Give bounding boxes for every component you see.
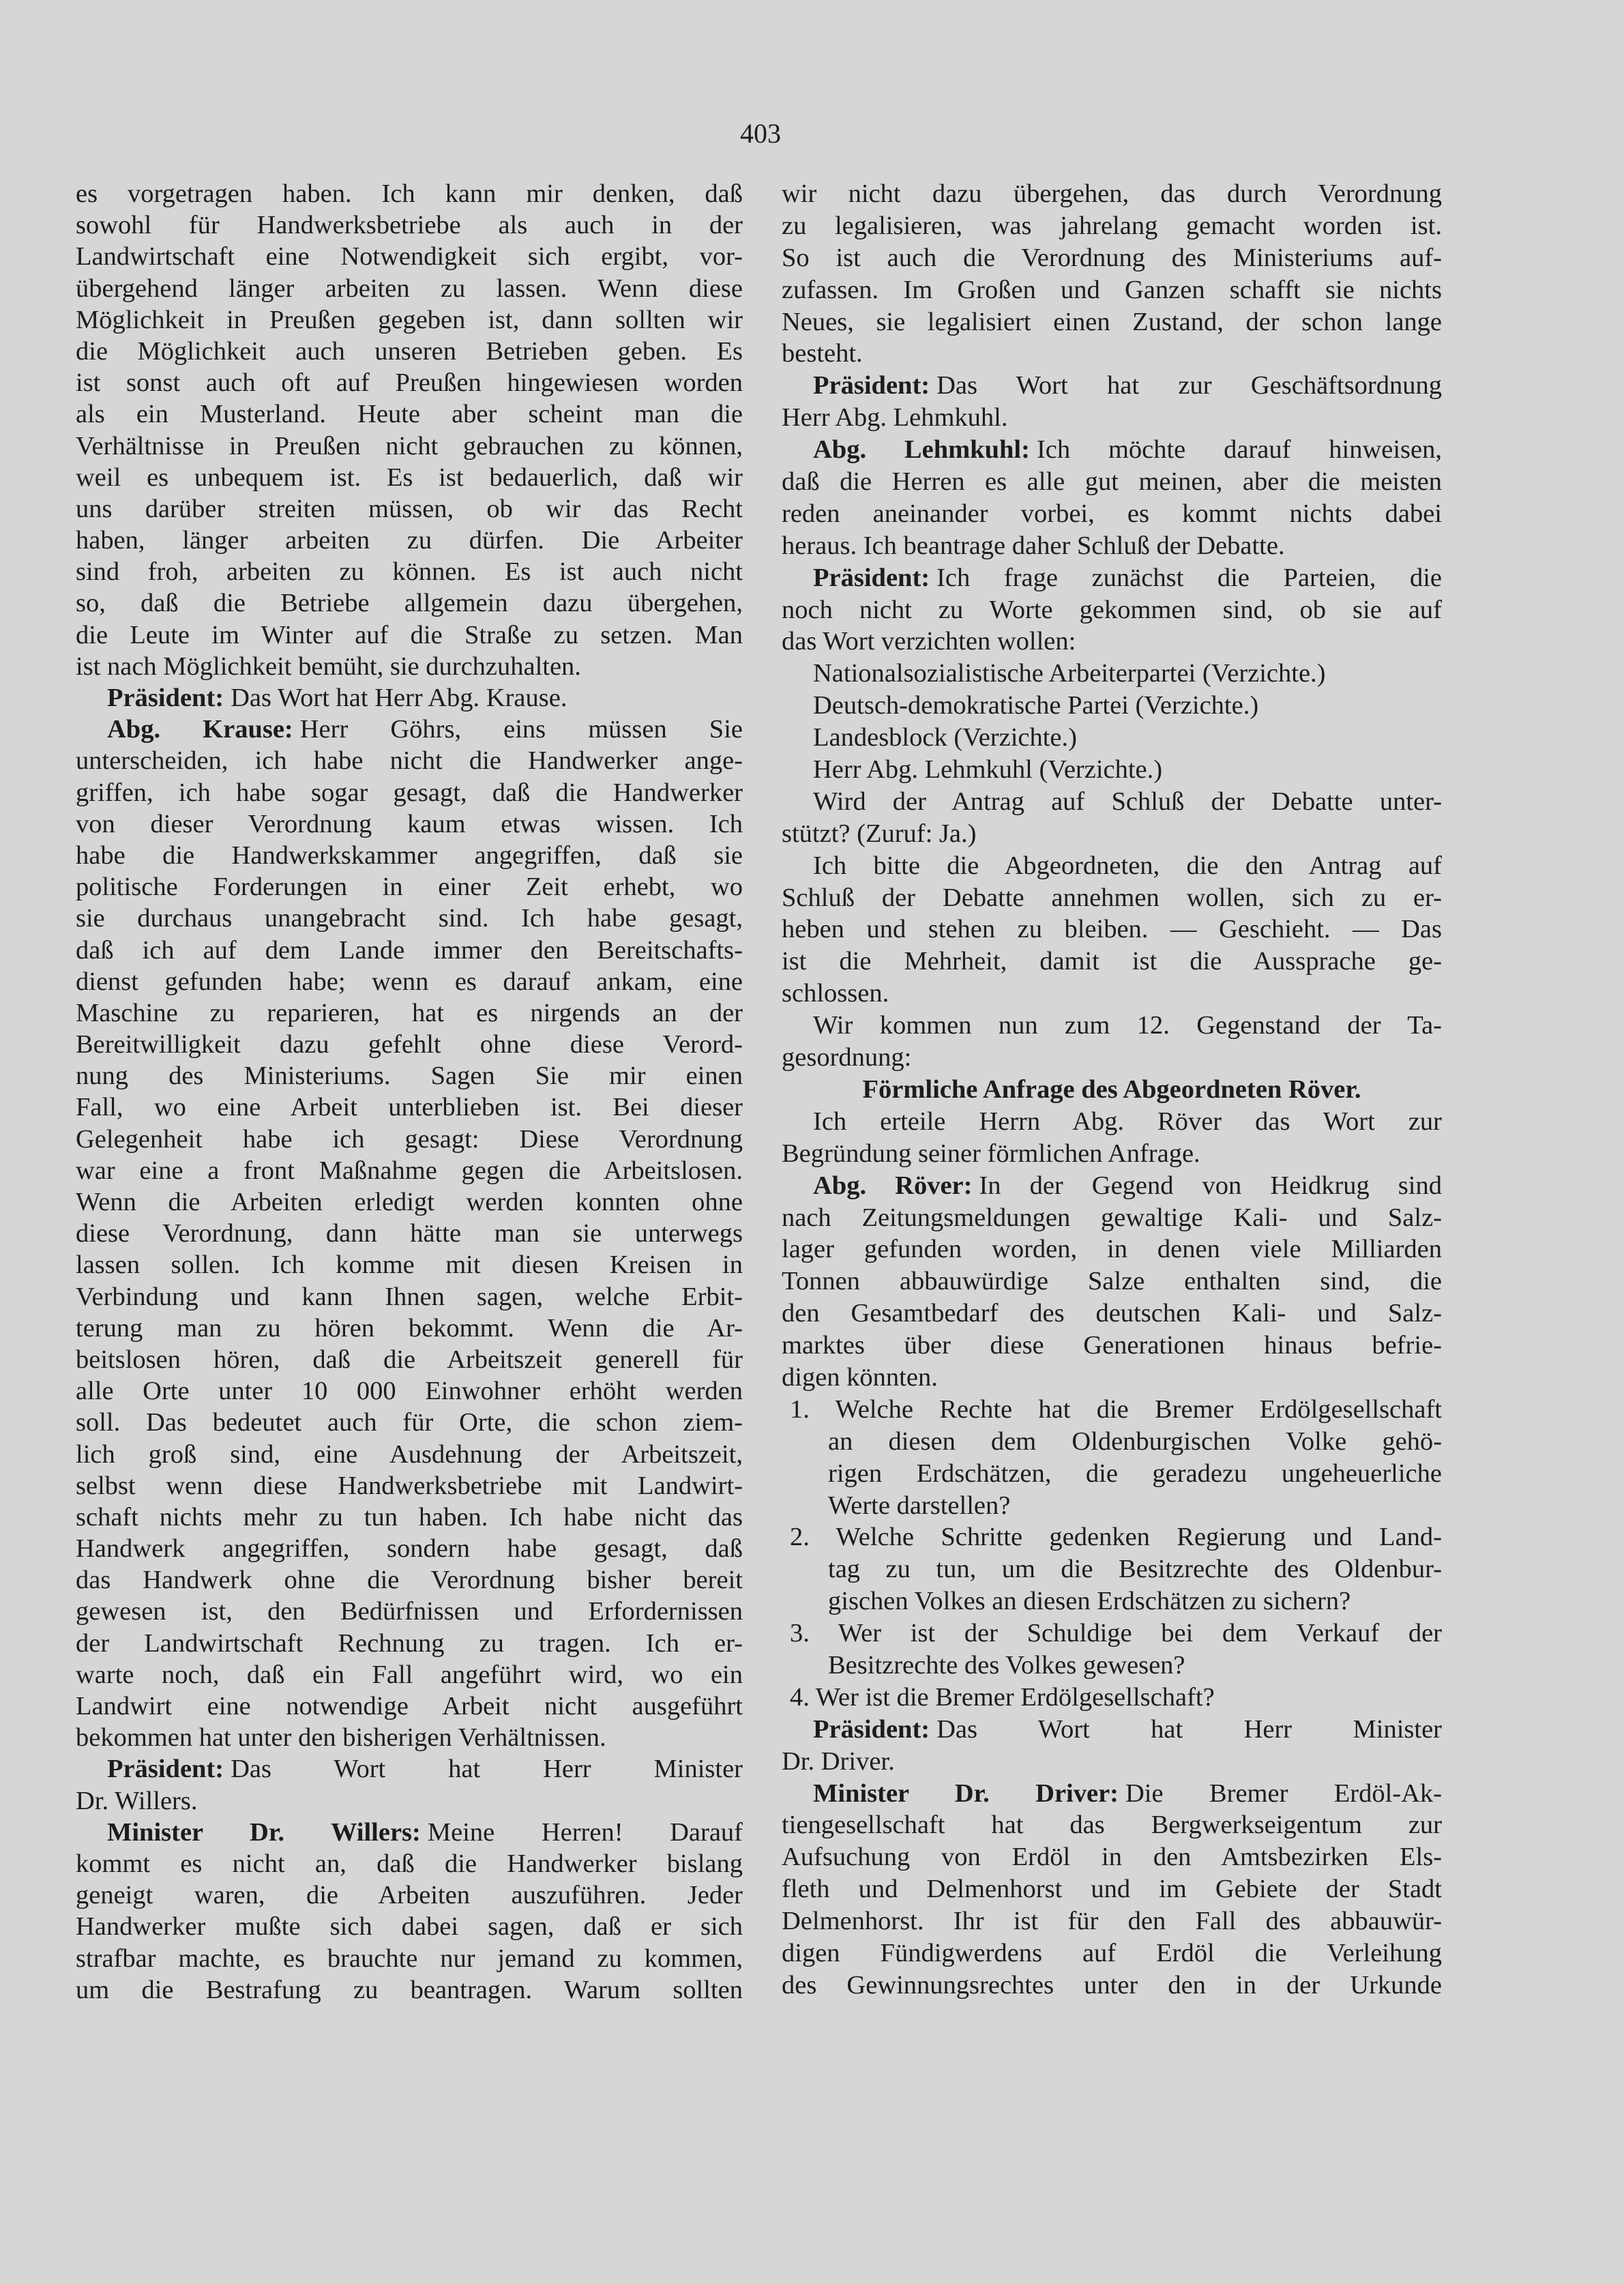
line-text: Schluß der Debatte annehmen wollen, sich zu er- — [782, 883, 1442, 912]
paragraph — [782, 1106, 1442, 1170]
line-text: schlossen. — [782, 979, 889, 1008]
line-text: Das Wort hat Herr Minister — [936, 1714, 1442, 1744]
line-text: die Leute im Winter auf die Straße zu setzen. Man — [76, 620, 743, 649]
line-text: stützt? (Zuruf: Ja.) — [782, 819, 977, 848]
text-line — [782, 1170, 1442, 1202]
text-line — [782, 1809, 1442, 1841]
text-line — [782, 594, 1442, 626]
text-line — [782, 1010, 1442, 1042]
line-text: tiengesellschaft hat das Bergwerkseigentum zur — [782, 1811, 1442, 1840]
text-line — [782, 1138, 1442, 1170]
line-text: So ist auch die Verordnung des Ministeriums auf- — [782, 243, 1442, 272]
speaker-name: Abg. Krause: — [107, 715, 293, 744]
speaker-name: Präsident: — [813, 563, 930, 592]
line-text: rigen Erdschätzen, die geradezu ungeheuerliche — [828, 1459, 1442, 1488]
line-text: Verhältnisse in Preußen nicht gebrauchen zu können, — [76, 431, 743, 460]
line-text: lager gefunden worden, in denen viele Milliarden — [782, 1235, 1442, 1264]
text-line — [76, 587, 743, 619]
line-text: Landwirt eine notwendige Arbeit nicht ausgeführt — [76, 1692, 743, 1721]
line-text: bekommen hat unter den bisherigen Verhältnissen. — [76, 1723, 606, 1753]
line-text: marktes über diese Generationen hinaus befrie- — [782, 1331, 1442, 1360]
line-text: tag zu tun, um die Besitzrechte des Oldenbur- — [828, 1555, 1442, 1584]
line-text: reden aneinander vorbei, es kommt nichts dabei — [782, 499, 1442, 528]
line-text: Ich erteile Herrn Abg. Röver das Wort zur — [813, 1107, 1442, 1136]
text-line — [782, 434, 1442, 466]
text-line — [76, 1281, 743, 1313]
section-heading — [782, 1074, 1442, 1106]
text-line — [782, 1682, 1442, 1714]
line-text: beitslosen hören, daß die Arbeitszeit generell für — [76, 1345, 743, 1374]
line-text: Werte darstellen? — [828, 1491, 1011, 1520]
text-line — [782, 850, 1442, 882]
paragraph — [782, 1778, 1442, 2002]
text-line — [76, 651, 743, 682]
text-line — [76, 462, 743, 493]
text-line — [76, 1375, 743, 1407]
text-line — [76, 178, 743, 209]
line-text: Handwerk angegriffen, sondern habe gesagt, daß — [76, 1534, 743, 1564]
text-line — [76, 1060, 743, 1092]
line-text: noch nicht zu Worte gekommen sind, ob sie auf — [782, 595, 1442, 624]
speaker-name: Abg. Lehmkuhl: — [813, 435, 1030, 465]
line-text: Besitzrechte des Volkes gewesen? — [828, 1650, 1185, 1680]
speaker-name: Präsident: — [107, 684, 224, 712]
line-text: terung man zu hören bekommt. Wenn die Ar- — [76, 1313, 743, 1343]
line-text: digen könnten. — [782, 1362, 938, 1392]
line-text: Dr. Willers. — [76, 1786, 198, 1815]
text-line — [76, 966, 743, 997]
text-line — [76, 209, 743, 241]
line-text: digen Fündigwerdens auf Erdöl die Verleihung — [782, 1938, 1442, 1967]
text-line — [782, 786, 1442, 818]
text-line — [76, 714, 743, 745]
speaker-name: Minister Dr. Willers: — [107, 1817, 421, 1847]
line-text: Landwirtschaft eine Notwendigkeit sich ergibt, vor- — [76, 242, 743, 272]
text-line — [76, 430, 743, 462]
text-line — [782, 690, 1442, 722]
text-line — [76, 1344, 743, 1375]
line-text: das Wort verzichten wollen: — [782, 627, 1076, 656]
line-text: nung des Ministeriums. Sagen Sie mir einen — [76, 1062, 743, 1091]
line-text: Wird der Antrag auf Schluß der Debatte unter- — [813, 787, 1442, 816]
line-text: sowohl für Handwerksbetriebe als auch in der — [76, 211, 743, 240]
paragraph — [782, 850, 1442, 1010]
text-line — [782, 882, 1442, 914]
text-column-right — [782, 178, 1442, 2002]
line-text: sie durchaus unangebracht sind. Ich habe gesagt, — [76, 904, 743, 933]
text-line — [782, 754, 1442, 786]
line-text: alle Orte unter 10 000 Einwohner erhöht werden — [76, 1377, 743, 1406]
text-line — [76, 398, 743, 430]
text-line — [76, 1564, 743, 1596]
line-text: gischen Volkes an diesen Erdschätzen zu sichern? — [828, 1587, 1351, 1616]
text-line — [782, 562, 1442, 594]
text-line — [782, 1233, 1442, 1265]
text-line — [76, 871, 743, 903]
text-line — [76, 1155, 743, 1186]
line-text: Nationalsozialistische Arbeiterpartei (Verzichte.) — [813, 659, 1326, 688]
line-text: Meine Herren! Darauf — [427, 1817, 743, 1847]
text-line — [76, 1785, 743, 1817]
text-line — [782, 658, 1442, 690]
text-line — [76, 525, 743, 556]
line-text: Wir kommen nun zum 12. Gegenstand der Ta- — [813, 1011, 1442, 1040]
paragraph — [76, 714, 743, 1753]
paragraph — [782, 786, 1442, 850]
paragraph — [782, 1617, 1442, 1682]
line-text: Das Wort hat zur Geschäftsordnung — [936, 371, 1442, 400]
text-line — [782, 1202, 1442, 1234]
line-text: wir nicht dazu übergehen, das durch Verordnung — [782, 179, 1442, 208]
line-text: Herr Göhrs, eins müssen Sie — [299, 715, 743, 744]
line-text: Handwerker mußte sich dabei sagen, daß er sich — [76, 1912, 743, 1942]
text-line — [76, 241, 743, 272]
text-line — [76, 1029, 743, 1060]
line-text: 3. Wer ist der Schuldige bei dem Verkauf der — [790, 1619, 1442, 1648]
paragraph — [782, 1394, 1442, 1522]
text-line — [782, 1298, 1442, 1330]
line-text: es vorgetragen haben. Ich kann mir denken, daß — [76, 179, 743, 208]
line-text: fleth und Delmenhorst und im Gebiete der Stadt — [782, 1875, 1442, 1904]
line-text: Das Wort hat Herr Abg. Krause. — [231, 684, 567, 712]
text-line — [76, 1218, 743, 1249]
text-line — [76, 1690, 743, 1722]
line-text: übergehend länger arbeiten zu lassen. Wenn diese — [76, 274, 743, 303]
paragraph — [782, 562, 1442, 658]
line-text: den Gesamtbedarf des deutschen Kali- und Salz- — [782, 1299, 1442, 1328]
line-text: nach Zeitungsmeldungen gewaltige Kali- und Salz- — [782, 1203, 1442, 1232]
speaker-name: Präsident: — [813, 1714, 930, 1744]
line-text: Herr Abg. Lehmkuhl (Verzichte.) — [813, 755, 1163, 785]
text-line — [782, 1426, 1442, 1458]
text-line — [76, 619, 743, 651]
text-line — [76, 273, 743, 304]
text-line — [76, 1911, 743, 1942]
speaker-name: Präsident: — [107, 1755, 224, 1784]
text-line — [76, 367, 743, 398]
text-line — [76, 1407, 743, 1438]
line-text: Tonnen abbauwürdige Salze enthalten sind, die — [782, 1267, 1442, 1296]
text-line — [782, 242, 1442, 274]
line-text: Deutsch-demokratische Partei (Verzichte.) — [813, 691, 1259, 720]
line-text: 2. Welche Schritte gedenken Regierung und Land- — [790, 1523, 1442, 1552]
line-text: heraus. Ich beantrage daher Schluß der Debatte. — [782, 531, 1285, 560]
line-text: diese Verordnung, dann hätte man sie unterwegs — [76, 1219, 743, 1248]
speaker-name: Abg. Röver: — [813, 1171, 973, 1200]
line-text: Die Bremer Erdöl-Ak- — [1125, 1778, 1443, 1808]
line-text: das Handwerk ohne die Verordnung bisher bereit — [76, 1566, 743, 1595]
text-line — [76, 1439, 743, 1470]
line-text: dienst gefunden habe; wenn es darauf ankam, eine — [76, 967, 743, 996]
line-text: Förmliche Anfrage des Abgeordneten Röver. — [862, 1074, 1361, 1104]
text-line — [76, 1722, 743, 1753]
text-line — [76, 777, 743, 808]
line-text: zu legalisieren, was jahrelang gemacht worden ist. — [782, 211, 1442, 240]
line-text: von dieser Verordnung kaum etwas wissen. Ich — [76, 809, 743, 838]
line-text: uns darüber streiten müssen, ob wir das Recht — [76, 494, 743, 523]
text-line — [782, 1521, 1442, 1553]
paragraph — [76, 1753, 743, 1816]
text-line — [76, 935, 743, 966]
line-text: Neues, sie legalisiert einen Zustand, der schon lange — [782, 307, 1442, 336]
line-text: Dr. Driver. — [782, 1746, 895, 1776]
line-text: Das Wort hat Herr Minister — [231, 1755, 743, 1784]
text-line — [76, 556, 743, 587]
text-line — [76, 745, 743, 776]
text-line — [76, 840, 743, 871]
line-text: Gelegenheit habe ich gesagt: Diese Verordnung — [76, 1124, 743, 1154]
text-line — [76, 903, 743, 934]
text-line — [76, 1313, 743, 1344]
text-line — [782, 1714, 1442, 1746]
text-line — [782, 722, 1442, 754]
text-line — [782, 466, 1442, 498]
text-line — [76, 1943, 743, 1974]
line-text: lassen sollen. Ich komme mit diesen Kreisen in — [76, 1250, 743, 1280]
paragraph — [782, 178, 1442, 370]
line-text: Delmenhorst. Ihr ist für den Fall des abbauwür- — [782, 1907, 1442, 1936]
text-line — [782, 626, 1442, 658]
line-text: heben und stehen zu bleiben. — Geschieht. — Das — [782, 915, 1442, 944]
text-line — [76, 1470, 743, 1502]
text-line — [782, 498, 1442, 530]
line-text: Aufsuchung von Erdöl in den Amtsbezirken Els- — [782, 1843, 1442, 1872]
line-text: In der Gegend von Heidkrug sind — [979, 1171, 1442, 1200]
line-text: ist sonst auch oft auf Preußen hingewiesen worden — [76, 368, 743, 398]
text-line — [76, 1628, 743, 1659]
text-line — [782, 1265, 1442, 1298]
line-text: Landesblock (Verzichte.) — [813, 723, 1077, 752]
text-line — [782, 1778, 1442, 1810]
line-text: unterscheiden, ich habe nicht die Handwerker ange- — [76, 746, 743, 776]
line-text: selbst wenn diese Handwerksbetriebe mit Landwirt- — [76, 1471, 743, 1500]
text-line — [76, 1817, 743, 1848]
line-text: politische Forderungen in einer Zeit erhebt, wo — [76, 873, 743, 902]
paragraph — [782, 370, 1442, 434]
line-text: als ein Musterland. Heute aber scheint man die — [76, 400, 743, 429]
line-text: soll. Das bedeutet auch für Orte, die schon ziem- — [76, 1408, 743, 1437]
line-text: so, daß die Betriebe allgemein dazu übergehen, — [76, 589, 743, 618]
line-text: Bereitwilligkeit dazu gefehlt ohne diese Verord- — [76, 1030, 743, 1059]
line-text: an diesen dem Oldenburgischen Volke gehö- — [828, 1426, 1442, 1456]
text-line — [76, 1249, 743, 1280]
text-line — [782, 1490, 1442, 1522]
text-line — [782, 1746, 1442, 1778]
line-text: 1. Welche Rechte hat die Bremer Erdölgesellschaft — [790, 1394, 1442, 1424]
text-line — [76, 1596, 743, 1627]
text-line — [782, 913, 1442, 946]
text-line — [782, 1617, 1442, 1650]
paragraph — [782, 1170, 1442, 1394]
line-text: war eine a front Maßnahme gegen die Arbeitslosen. — [76, 1156, 743, 1185]
text-line — [76, 1659, 743, 1690]
text-line — [782, 1106, 1442, 1138]
paragraph — [782, 1682, 1442, 1714]
text-line — [782, 818, 1442, 850]
paragraph — [76, 178, 743, 682]
text-line — [782, 530, 1442, 562]
text-line — [76, 1124, 743, 1155]
text-line — [76, 1974, 743, 2006]
text-line — [782, 1585, 1442, 1617]
text-column-left — [76, 178, 743, 2006]
text-line — [782, 1553, 1442, 1585]
line-text: besteht. — [782, 339, 863, 368]
line-text: 4. Wer ist die Bremer Erdölgesellschaft? — [790, 1682, 1215, 1712]
text-line — [782, 370, 1442, 402]
paragraph — [782, 434, 1442, 562]
line-text: Wenn die Arbeiten erledigt werden konnten ohne — [76, 1188, 743, 1216]
text-line — [76, 1753, 743, 1785]
text-line — [76, 1092, 743, 1123]
line-text: daß die Herren es alle gut meinen, aber die meisten — [782, 467, 1442, 497]
line-text: daß ich auf dem Lande immer den Bereitschafts- — [76, 935, 743, 965]
line-text: Ich frage zunächst die Parteien, die — [936, 563, 1442, 592]
line-text: griffen, ich habe sogar gesagt, daß die Handwerker — [76, 778, 743, 807]
line-text: Verbindung und kann Ihnen sagen, welche Erbit- — [76, 1282, 743, 1311]
line-text: habe die Handwerkskammer angegriffen, daß sie — [76, 840, 743, 870]
text-line — [782, 210, 1442, 242]
line-text: kommt es nicht an, daß die Handwerker bislang — [76, 1849, 743, 1878]
line-text: Fall, wo eine Arbeit unterblieben ist. Bei dieser — [76, 1093, 743, 1122]
text-line — [782, 1905, 1442, 1937]
line-text: warte noch, daß ein Fall angeführt wird, wo ein — [76, 1660, 743, 1689]
text-line — [782, 1650, 1442, 1682]
line-text: Ich bitte die Abgeordneten, die den Antrag auf — [813, 851, 1442, 880]
page-number: 403 — [740, 118, 781, 149]
line-text: lich groß sind, eine Ausdehnung der Arbeitszeit, — [76, 1439, 743, 1469]
line-text: gesordnung: — [782, 1043, 912, 1072]
text-line — [782, 1841, 1442, 1873]
text-line — [782, 978, 1442, 1010]
paragraph — [76, 1817, 743, 2006]
speaker-name: Präsident: — [813, 371, 930, 400]
text-line — [782, 1394, 1442, 1426]
text-line — [76, 1848, 743, 1879]
text-line — [76, 1533, 743, 1564]
text-line — [782, 1937, 1442, 1970]
text-line — [782, 1074, 1442, 1106]
text-line — [76, 493, 743, 525]
line-text: ist die Mehrheit, damit ist die Aussprache ge- — [782, 947, 1442, 976]
line-text: weil es unbequem ist. Es ist bedauerlich, daß wir — [76, 463, 743, 492]
text-line — [782, 1970, 1442, 2002]
paragraph — [782, 1010, 1442, 1074]
text-line — [782, 338, 1442, 370]
text-line — [76, 336, 743, 367]
paragraph — [782, 658, 1442, 786]
line-text: haben, länger arbeiten zu dürfen. Die Arbeiter — [76, 526, 743, 555]
line-text: der Landwirtschaft Rechnung zu tragen. Ich er- — [76, 1628, 743, 1658]
text-line — [782, 1458, 1442, 1490]
text-line — [782, 1330, 1442, 1362]
line-text: Maschine zu reparieren, hat es nirgends an der — [76, 998, 743, 1027]
line-text: gewesen ist, den Bedürfnissen und Erfordernissen — [76, 1597, 743, 1626]
text-line — [782, 402, 1442, 434]
text-line — [782, 274, 1442, 306]
text-line — [76, 808, 743, 840]
line-text: strafbar machte, es brauchte nur jemand zu kommen, — [76, 1944, 743, 1973]
text-line — [782, 1873, 1442, 1905]
line-text: schaft nichts mehr zu tun haben. Ich habe nicht das — [76, 1502, 743, 1532]
line-text: Begründung seiner förmlichen Anfrage. — [782, 1139, 1200, 1168]
paragraph — [76, 682, 743, 714]
text-line — [76, 682, 743, 714]
text-line — [76, 1879, 743, 1911]
text-line — [782, 178, 1442, 210]
line-text: um die Bestrafung zu beantragen. Warum sollten — [76, 1975, 743, 2004]
line-text: Herr Abg. Lehmkuhl. — [782, 403, 1008, 433]
text-line — [76, 1186, 743, 1218]
line-text: zufassen. Im Großen und Ganzen schafft sie nichts — [782, 275, 1442, 304]
line-text: geneigt waren, die Arbeiten auszuführen. Jeder — [76, 1881, 743, 1910]
line-text: ist nach Möglichkeit bemüht, sie durchzuhalten. — [76, 651, 581, 681]
line-text: Möglichkeit in Preußen gegeben ist, dann sollten wir — [76, 305, 743, 334]
speaker-name: Minister Dr. Driver: — [813, 1778, 1119, 1808]
text-line — [782, 306, 1442, 338]
text-line — [76, 1502, 743, 1533]
paragraph — [782, 1521, 1442, 1617]
text-line — [76, 997, 743, 1029]
line-text: sind froh, arbeiten zu können. Es ist auch nicht — [76, 557, 743, 587]
text-line — [782, 1362, 1442, 1394]
line-text: Ich möchte darauf hinweisen, — [1036, 435, 1442, 465]
paragraph — [782, 1714, 1442, 1778]
text-line — [782, 1042, 1442, 1074]
line-text: die Möglichkeit auch unseren Betrieben geben. Es — [76, 336, 743, 366]
text-line — [782, 946, 1442, 978]
text-line — [76, 304, 743, 336]
line-text: des Gewinnungsrechtes unter den in der Urkunde — [782, 1970, 1442, 2000]
